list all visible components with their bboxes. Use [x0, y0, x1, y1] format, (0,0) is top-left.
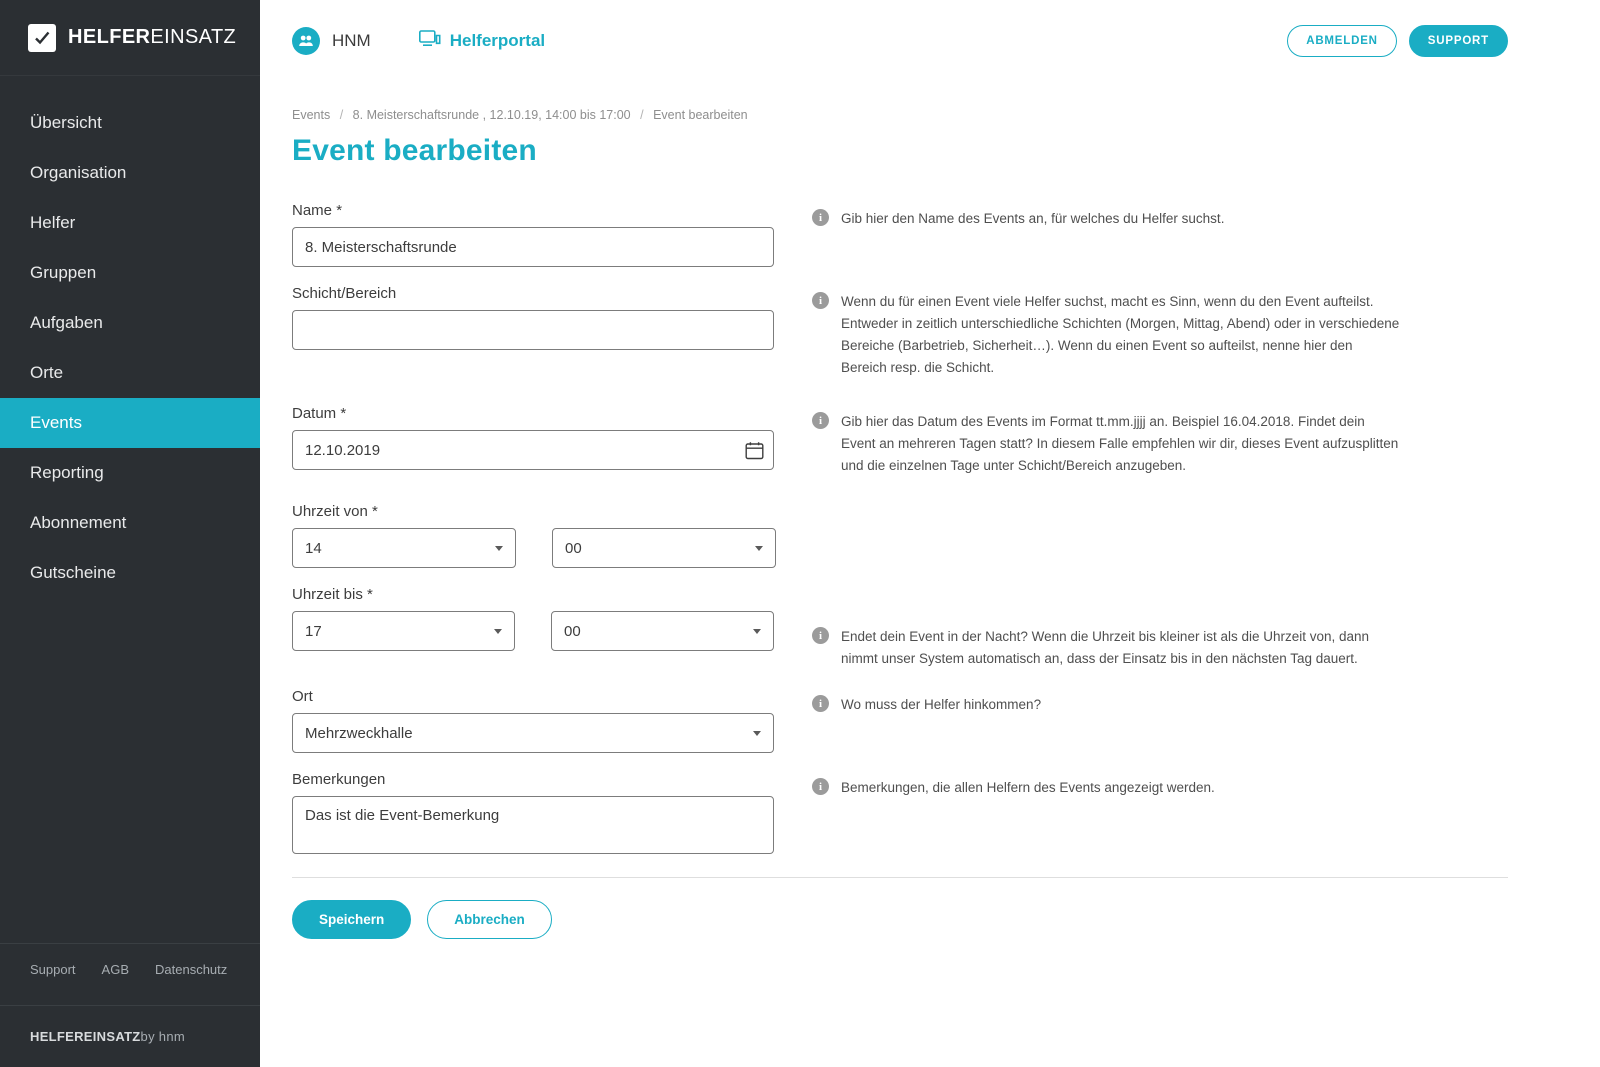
hint-schicht-text: Wenn du für einen Event viele Helfer suchst, macht es Sinn, wenn du den Event aufteilst. Entweder in zeitlich unterschiedliche Schichten (Morgen, Mittag, Abend) oder in verschiedene Bereiche (Barbetrieb, Sicherheit…). Wenn du einen Event so aufteilst, nenne hier den Bereich resp. die Schicht. [841, 294, 1400, 375]
name-input[interactable] [292, 227, 774, 267]
ort-select[interactable] [292, 713, 774, 753]
breadcrumb-separator: / [640, 108, 644, 122]
sidebar-footer [0, 943, 260, 1005]
field-row-schicht [292, 285, 1508, 379]
info-icon: i [812, 292, 829, 309]
org-name: HNM [332, 31, 371, 50]
sidebar-item-label: Organisation [30, 163, 127, 182]
hint-datum [812, 405, 1402, 477]
sidebar-item-events[interactable] [0, 398, 260, 448]
hint-name [812, 202, 1224, 230]
brand-text [68, 26, 236, 49]
datum-input-wrap [292, 430, 774, 470]
gap [292, 481, 1508, 503]
label-uhrzeit-bis-text: Uhrzeit bis [292, 586, 363, 603]
label-uhrzeit-von [292, 503, 776, 520]
field-datum [292, 405, 774, 470]
hint-uhrzeit-bis [812, 586, 1402, 670]
sidebar-item-label: Übersicht [30, 113, 102, 132]
required-marker: * [340, 405, 347, 422]
datum-input[interactable] [292, 430, 774, 470]
breadcrumb-item-current: Event bearbeiten [653, 108, 748, 122]
chevron-down-icon [753, 731, 761, 736]
sidebar-item-helfer[interactable] [0, 198, 260, 248]
uhrzeit-bis-controls [292, 611, 774, 651]
field-row-ort [292, 688, 1508, 753]
support-button[interactable]: SUPPORT [1409, 25, 1508, 57]
form-actions [292, 877, 1508, 939]
field-row-name [292, 202, 1508, 267]
footer-link-support[interactable]: Support [30, 962, 76, 977]
required-marker: * [336, 202, 343, 219]
breadcrumb-separator: / [339, 108, 344, 122]
info-icon: i [812, 695, 829, 712]
field-schicht [292, 285, 774, 350]
sidebar-item-label: Orte [30, 363, 64, 382]
label-datum [292, 405, 774, 422]
info-icon: i [812, 412, 829, 429]
checkmark-logo-icon [28, 24, 56, 52]
hint-datum-text: Gib hier das Datum des Events im Format tt.mm.jjjj an. Beispiel 16.04.2018. Findet dein Event an mehreren Tagen statt? In diesem Falle empfehlen wir dir, dieses Event aufzusplitten und die einzelnen Tage unter Schicht/Bereich anzugeben. [841, 414, 1399, 473]
info-icon: i [812, 627, 829, 644]
org-avatar-icon [292, 27, 320, 55]
brand[interactable] [0, 0, 260, 76]
uhrzeit-von-hour-value: 14 [305, 539, 322, 557]
chevron-down-icon [755, 546, 763, 551]
footer-link-datenschutz[interactable]: Datenschutz [155, 962, 228, 977]
content [260, 82, 1600, 1067]
sidebar-nav [0, 98, 260, 943]
logout-button[interactable]: ABMELDEN [1287, 25, 1397, 57]
uhrzeit-von-hour-select[interactable] [292, 528, 516, 568]
info-icon: i [812, 209, 829, 226]
chevron-down-icon [495, 546, 503, 551]
gap [292, 757, 1508, 771]
required-marker: * [367, 586, 373, 603]
hint-ort-text: Wo muss der Helfer hinkommen? [841, 697, 1042, 712]
calendar-icon[interactable] [743, 439, 765, 461]
uhrzeit-bis-hour-select[interactable] [292, 611, 515, 651]
sidebar-item-gutscheine[interactable] [0, 548, 260, 598]
sidebar-item-abonnement[interactable] [0, 498, 260, 548]
helferportal-link[interactable] [419, 30, 545, 52]
hint-schicht [812, 285, 1402, 379]
page-title: Event bearbeiten [292, 134, 537, 167]
sidebar [0, 0, 260, 1067]
label-uhrzeit-bis [292, 586, 774, 603]
save-button[interactable]: Speichern [292, 900, 411, 939]
chevron-down-icon [753, 629, 761, 634]
hint-name-text: Gib hier den Name des Events an, für welches du Helfer suchst. [841, 211, 1225, 226]
field-uhrzeit-bis [292, 586, 774, 651]
gap [292, 572, 1508, 586]
gap [292, 383, 1508, 405]
uhrzeit-bis-hour-value: 17 [305, 622, 322, 640]
sidebar-item-label: Abonnement [30, 513, 127, 532]
sidebar-item-label: Aufgaben [30, 313, 103, 332]
bemerkungen-textarea[interactable] [292, 796, 774, 854]
footer-link-agb[interactable]: AGB [101, 962, 130, 977]
hint-uhrzeit-bis-text: Endet dein Event in der Nacht? Wenn die Uhrzeit bis kleiner ist als die Uhrzeit von, dann nimmt unser System automatisch an, dass der Einsatz bis in den nächsten Tag dauert. [841, 629, 1370, 666]
sidebar-item-aufgaben[interactable] [0, 298, 260, 348]
ort-value: Mehrzweckhalle [305, 724, 413, 742]
label-schicht: Schicht/Bereich [292, 285, 397, 302]
uhrzeit-von-controls [292, 528, 776, 568]
hint-bemerkungen [812, 771, 1215, 799]
breadcrumb [292, 108, 1508, 122]
cancel-button[interactable]: Abbrechen [427, 900, 552, 939]
topbar [260, 0, 1600, 82]
required-marker: * [372, 503, 378, 520]
gap [292, 674, 1508, 688]
hint-ort [812, 688, 1041, 716]
field-ort [292, 688, 774, 753]
label-bemerkungen: Bemerkungen [292, 771, 386, 788]
sidebar-item-label: Gruppen [30, 263, 97, 282]
chevron-down-icon [494, 629, 502, 634]
sidebar-copyright [0, 1005, 260, 1067]
hint-bemerkungen-text: Bemerkungen, die allen Helfern des Events angezeigt werden. [841, 780, 1215, 795]
sidebar-item-organisation[interactable] [0, 148, 260, 198]
gap [292, 271, 1508, 285]
info-icon: i [812, 778, 829, 795]
sidebar-item-label: Helfer [30, 213, 76, 232]
label-ort: Ort [292, 688, 313, 705]
field-bemerkungen [292, 771, 774, 859]
uhrzeit-von-minute-select[interactable] [552, 528, 776, 568]
breadcrumb-item-events[interactable]: Events [292, 108, 331, 122]
label-name-text: Name [292, 202, 333, 219]
copyright-brand: HELFEREINSATZ [30, 1029, 141, 1044]
uhrzeit-bis-minute-value: 00 [564, 622, 581, 640]
sidebar-item-label: Reporting [30, 463, 104, 482]
sidebar-item-label: Events [30, 413, 82, 432]
label-datum-text: Datum [292, 405, 337, 422]
sidebar-item-gruppen[interactable] [0, 248, 260, 298]
org-switcher[interactable] [292, 27, 371, 55]
brand-suffix: EINSATZ [150, 26, 237, 48]
sidebar-item-label: Gutscheine [30, 563, 116, 582]
field-row-bemerkungen [292, 771, 1508, 859]
field-row-datum [292, 405, 1508, 477]
helferportal-label: Helferportal [449, 31, 546, 50]
label-uhrzeit-von-text: Uhrzeit von [292, 503, 368, 520]
field-row-uhrzeit-von [292, 503, 1508, 568]
field-uhrzeit-von [292, 503, 776, 568]
sidebar-item-reporting[interactable] [0, 448, 260, 498]
sidebar-item-uebersicht[interactable] [0, 98, 260, 148]
breadcrumb-item-event[interactable]: 8. Meisterschaftsrunde , 12.10.19, 14:00 bis 17:00 [352, 108, 631, 122]
brand-prefix: HELFER [68, 26, 151, 48]
field-name [292, 202, 774, 267]
copyright-rest: by hnm [140, 1029, 185, 1044]
main-area [260, 0, 1600, 1067]
sidebar-item-orte[interactable] [0, 348, 260, 398]
monitor-icon [419, 30, 441, 52]
uhrzeit-von-minute-value: 00 [565, 539, 582, 557]
schicht-input[interactable] [292, 310, 774, 350]
field-row-uhrzeit-bis [292, 586, 1508, 670]
uhrzeit-bis-minute-select[interactable] [551, 611, 774, 651]
label-name [292, 202, 774, 219]
